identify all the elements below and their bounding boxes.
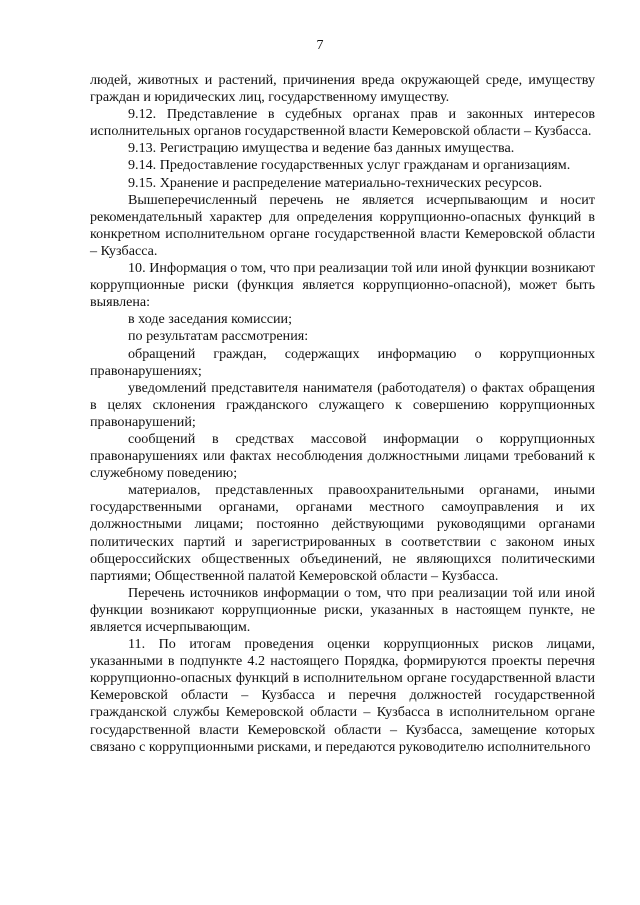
list-item-employer-notices: уведомлений представителя нанимателя (работодателя) о фактах обращения в целях склонения гражданского служащего к совершению коррупционных правонарушений; bbox=[90, 379, 595, 430]
paragraph-sources-note: Перечень источников информации о том, что при реализации той или иной функции возникают коррупционные риски, указанных в настоящем пункте, не является исчерпывающим. bbox=[90, 584, 595, 635]
list-item-citizen-appeals: обращений граждан, содержащих информацию о коррупционных правонарушениях; bbox=[90, 345, 595, 379]
list-item-materials: материалов, представленных правоохранительными органами, иными государственными органами, органами местного самоуправления и их должностными лицами; постоянно действующими руководящими органами политических партий и зарегистрированных в соответствии с законом иных общероссийских общественных объединений, не являющихся политическими партиями; Общественной палатой Кемеровской области – Кузбасса. bbox=[90, 482, 595, 584]
paragraph-continuation: людей, животных и растений, причинения вреда окружающей среде, имуществу граждан и юридических лиц, государственному имуществу. bbox=[90, 72, 595, 106]
paragraph-9-15: 9.15. Хранение и распределение материально-технических ресурсов. bbox=[128, 174, 543, 191]
list-item-commission: в ходе заседания комиссии; bbox=[128, 311, 292, 328]
page-number: 7 bbox=[316, 38, 324, 53]
document-body bbox=[90, 72, 595, 756]
paragraph-list-note: Вышеперечисленный перечень не является исчерпывающим и носит рекомендательный характер для определения коррупционно-опасных функций в конкретном исполнительном органе государственной власти Кемеровской области – Кузбасса. bbox=[90, 191, 595, 259]
paragraph-9-14: 9.14. Предоставление государственных услуг гражданам и организациям. bbox=[128, 157, 571, 174]
list-item-media-reports: сообщений в средствах массовой информации о коррупционных правонарушениях или фактах несоблюдения должностными лицами требований к служебному поведению; bbox=[90, 430, 595, 482]
paragraph-9-13: 9.13. Регистрацию имущества и ведение баз данных имущества. bbox=[128, 140, 515, 157]
paragraph-9-12: 9.12. Представление в судебных органах прав и законных интересов исполнительных органов государственной власти Кемеровской области – Кузбасса. bbox=[90, 106, 595, 140]
paragraph-10: 10. Информация о том, что при реализации той или иной функции возникают коррупционные риски (функция является коррупционно-опасной), может быть выявлена: bbox=[90, 260, 595, 311]
paragraph-11: 11. По итогам проведения оценки коррупционных рисков лицами, указанными в подпункте 4.2 настоящего Порядка, формируются проекты перечня коррупционно-опасных функций в исполнительном органе государственной власти Кемеровской области – Кузбасса и перечня должностей государственной гражданской службы Кемеровской области – Кузбасса в исполнительном органе государственной власти Кемеровской области – Кузбасса, замещение которых связано с коррупционными рисками, и передаются руководителю исполнительного bbox=[90, 636, 595, 755]
list-item-consideration: по результатам рассмотрения: bbox=[128, 328, 309, 345]
